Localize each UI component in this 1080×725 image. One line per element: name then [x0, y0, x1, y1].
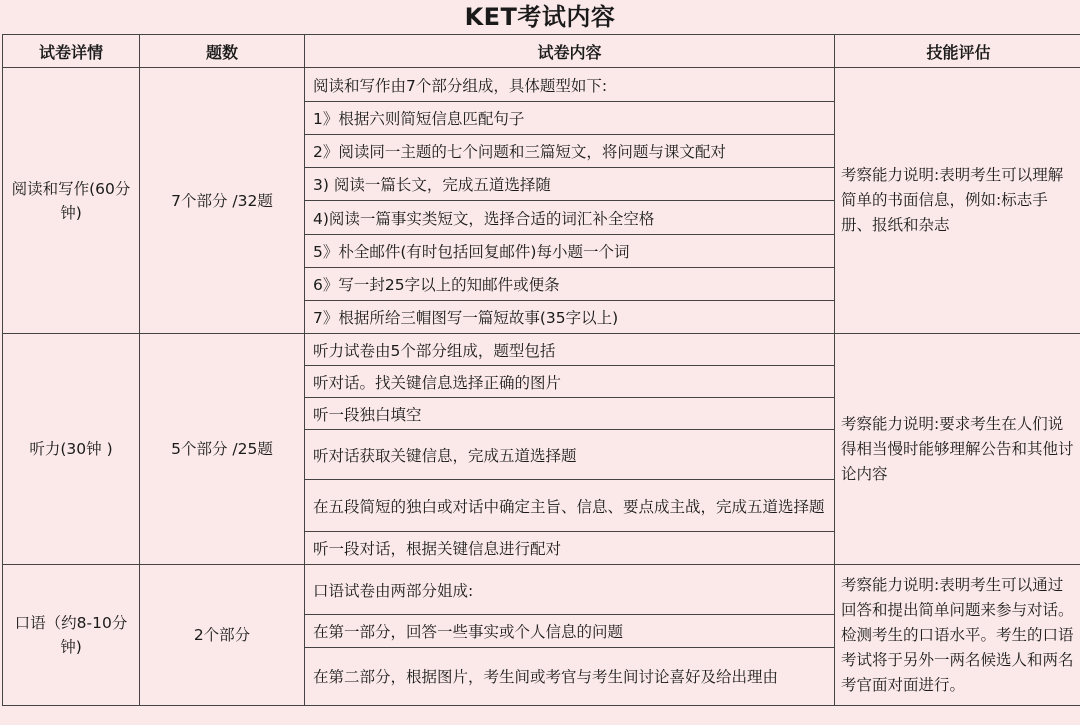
content-item: 听对话。找关键信息选择正确的图片 — [305, 366, 835, 398]
header-details: 试卷详情 — [3, 35, 140, 68]
content-item: 在第二部分，根据图片，考生间或考官与考生间讨论喜好及给出理由 — [305, 648, 835, 706]
content-item: 听力试卷由5个部分组成，题型包括 — [305, 334, 835, 366]
section-count: 5个部分 /25题 — [140, 334, 305, 565]
header-count: 题数 — [140, 35, 305, 68]
header-evaluation: 技能评估 — [835, 35, 1080, 68]
section-name: 口语（约8-10分钟) — [3, 565, 140, 706]
content-item: 阅读和写作由7个部分组成，具体题型如下: — [305, 68, 835, 102]
ket-content-table — [2, 34, 1080, 706]
section-count: 2个部分 — [140, 565, 305, 706]
header-content: 试卷内容 — [305, 35, 835, 68]
section-evaluation: 考察能力说明:要求考生在人们说得相当慢时能够理解公告和其他讨论内容 — [835, 334, 1080, 565]
section-name: 阅读和写作(60分钟) — [3, 68, 140, 334]
content-item: 2》阅读同一主题的七个问题和三篇短文，将问题与课文配对 — [305, 135, 835, 168]
content-item: 听对话获取关键信息，完成五道选择题 — [305, 430, 835, 480]
content-item: 5》朴全邮件(有时包括回复邮件)每小题一个词 — [305, 235, 835, 268]
content-item: 4)阅读一篇事实类短文，选择合适的词汇补全空格 — [305, 201, 835, 235]
table-row — [3, 565, 1080, 615]
content-item: 听一段对话，根据关键信息进行配对 — [305, 532, 835, 565]
content-item: 口语试卷由两部分姐成: — [305, 565, 835, 615]
page-title: KET考试内容 — [464, 3, 616, 31]
table-row — [3, 68, 1080, 102]
content-item: 在第一部分，回答一些事实或个人信息的问题 — [305, 615, 835, 648]
content-item: 在五段简短的独白或对话中确定主旨、信息、要点成主战，完成五道选择题 — [305, 480, 835, 532]
content-item: 7》根据所给三帽图写一篇短故事(35字以上) — [305, 301, 835, 334]
content-item: 1》根据六则简短信息匹配句子 — [305, 102, 835, 135]
content-item: 3) 阅读一篇长文，完成五道选择随 — [305, 168, 835, 201]
section-evaluation: 考察能力说明:表明考生可以通过回答和提出简单问题来参与对话。检测考生的口语水平。考生的口语考试将于另外一两名候选人和两名考官面对面进行。 — [835, 565, 1080, 706]
table-row — [3, 334, 1080, 366]
content-item: 6》写一封25字以上的知邮件或便条 — [305, 268, 835, 301]
content-item: 听一段独白填空 — [305, 398, 835, 430]
section-count: 7个部分 /32题 — [140, 68, 305, 334]
header-row — [3, 35, 1080, 68]
section-evaluation: 考察能力说明:表明考生可以理解简单的书面信息，例如:标志手册、报纸和杂志 — [835, 68, 1080, 334]
section-name: 听力(30钟 ) — [3, 334, 140, 565]
